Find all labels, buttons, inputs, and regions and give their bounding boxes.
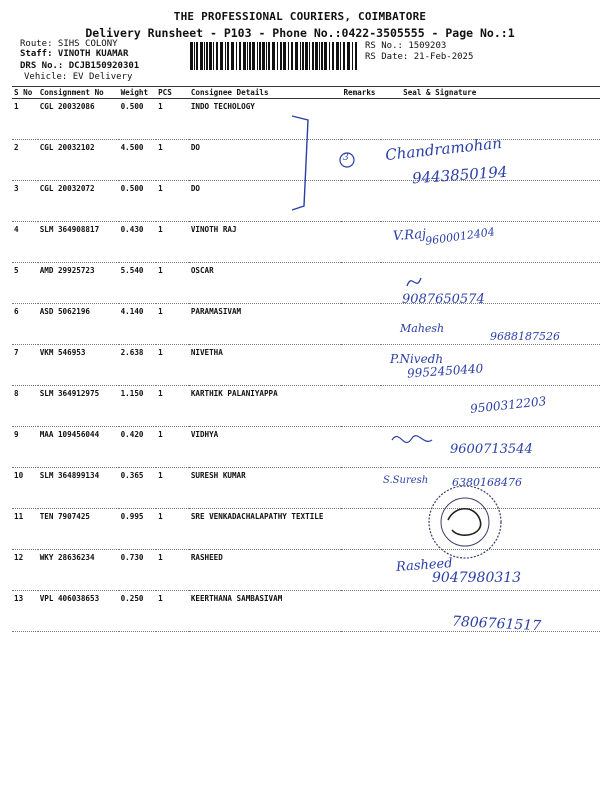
row-remarks	[341, 345, 381, 386]
row-consignee: VIDHYA	[189, 427, 342, 468]
col-header-sno: S No	[12, 87, 38, 99]
row-weight: 2.638	[119, 345, 156, 386]
row-weight: 0.420	[119, 427, 156, 468]
row-consignment-no: MAA 109456044	[38, 427, 119, 468]
row-weight: 0.250	[119, 591, 156, 632]
company-title: THE PROFESSIONAL COURIERS, COIMBATORE	[173, 10, 427, 23]
row-sno: 4	[12, 222, 38, 263]
row-pcs: 1	[156, 304, 189, 345]
table-row	[12, 181, 600, 222]
row-remarks	[341, 304, 381, 345]
row-consignee: PARAMASIVAM	[189, 304, 342, 345]
row-pcs: 1	[156, 263, 189, 304]
row-weight: 0.500	[119, 181, 156, 222]
row-sno: 6	[12, 304, 38, 345]
row-pcs: 1	[156, 181, 189, 222]
hw-phone-6: 9688187526	[490, 330, 560, 343]
row-consignment-no: CGL 20032102	[38, 140, 119, 181]
row-sno: 10	[12, 468, 38, 509]
row-remarks	[341, 222, 381, 263]
col-header-signature: Seal & Signature	[381, 87, 600, 99]
col-header-remarks: Remarks	[341, 87, 381, 99]
row-sno: 11	[12, 509, 38, 550]
rs-number: RS No.: 1509203	[365, 41, 447, 51]
row-remarks	[341, 386, 381, 427]
rs-date: RS Date: 21-Feb-2025	[365, 52, 474, 62]
row-consignment-no: SLM 364912975	[38, 386, 119, 427]
row-remarks	[341, 181, 381, 222]
row-pcs: 1	[156, 386, 189, 427]
barcode-image	[188, 40, 360, 72]
row-consignee: SURESH KUMAR	[189, 468, 342, 509]
col-header-pcs: PCS	[156, 87, 189, 99]
hw-phone-10: 6380168476	[452, 476, 522, 489]
row-sno: 3	[12, 181, 38, 222]
row-pcs: 1	[156, 427, 189, 468]
hw-phone-9: 9600713544	[450, 442, 533, 457]
row-consignee: OSCAR	[189, 263, 342, 304]
hw-signature-12: Rasheed	[395, 556, 454, 575]
col-header-consignment: Consignment No	[38, 87, 119, 99]
hw-phone-8: 9500312203	[469, 394, 547, 416]
row-sno: 5	[12, 263, 38, 304]
hw-signature-6: Mahesh	[400, 322, 445, 335]
hw-phone-13: 7806761517	[451, 613, 542, 635]
runsheet-table	[12, 86, 600, 632]
row-remarks	[341, 99, 381, 140]
row-consignment-no: AMD 29925723	[38, 263, 119, 304]
hw-phone-7: 9952450440	[406, 361, 484, 381]
row-sno: 13	[12, 591, 38, 632]
hw-phone-12: 9047980313	[432, 570, 522, 586]
row-remarks	[341, 468, 381, 509]
col-header-consignee: Consignee Details	[189, 87, 342, 99]
row-weight: 0.730	[119, 550, 156, 591]
hw-phone-5: 9087650574	[402, 292, 485, 307]
row-consignment-no: ASD 5062196	[38, 304, 119, 345]
hw-phone-1: 9443850194	[411, 162, 508, 188]
drs-number: DRS No.: DCJB150920301	[20, 61, 140, 71]
row-sno: 9	[12, 427, 38, 468]
row-consignment-no: SLM 364908817	[38, 222, 119, 263]
row-consignee: VINOTH RAJ	[189, 222, 342, 263]
row-remarks	[341, 509, 381, 550]
row-pcs: 1	[156, 345, 189, 386]
row-sno: 2	[12, 140, 38, 181]
row-weight: 4.500	[119, 140, 156, 181]
row-weight: 0.995	[119, 509, 156, 550]
row-pcs: 1	[156, 222, 189, 263]
row-pcs: 1	[156, 140, 189, 181]
row-remarks	[341, 263, 381, 304]
table-row	[12, 140, 600, 181]
row-consignee: NIVETHA	[189, 345, 342, 386]
row-weight: 5.540	[119, 263, 156, 304]
row-consignment-no: VKM 546953	[38, 345, 119, 386]
row-consignee: DO	[189, 140, 342, 181]
row-consignee: KEERTHANA SAMBASIVAM	[189, 591, 342, 632]
row-weight: 0.365	[119, 468, 156, 509]
row-weight: 0.430	[119, 222, 156, 263]
row-sno: 7	[12, 345, 38, 386]
row-consignee: INDO TECHOLOGY	[189, 99, 342, 140]
table-row	[12, 99, 600, 140]
row-signature	[381, 99, 600, 140]
table-row	[12, 263, 600, 304]
row-sno: 12	[12, 550, 38, 591]
row-pcs: 1	[156, 550, 189, 591]
table-row	[12, 345, 600, 386]
row-pcs: 1	[156, 468, 189, 509]
row-weight: 4.140	[119, 304, 156, 345]
row-remarks	[341, 550, 381, 591]
table-row	[12, 222, 600, 263]
col-header-weight: Weight	[119, 87, 156, 99]
hw-circle-note: 3	[343, 153, 349, 163]
row-consignment-no: CGL 20032072	[38, 181, 119, 222]
hw-signature-7: P.Nivedh	[390, 352, 444, 366]
row-consignee: KARTHIK PALANIYAPPA	[189, 386, 342, 427]
row-pcs: 1	[156, 591, 189, 632]
row-consignee: DO	[189, 181, 342, 222]
row-consignment-no: SLM 364899134	[38, 468, 119, 509]
row-signature	[381, 509, 600, 550]
hw-signature-4: V.Raj	[392, 226, 427, 245]
route-label: Route: SIHS COLONY	[20, 39, 118, 49]
row-weight: 1.150	[119, 386, 156, 427]
runsheet-subtitle: Delivery Runsheet - P103 - Phone No.:0422-3505555 - Page No.:1	[85, 26, 515, 40]
row-sno: 8	[12, 386, 38, 427]
row-consignment-no: VPL 406038653	[38, 591, 119, 632]
row-consignment-no: CGL 20032086	[38, 99, 119, 140]
row-pcs: 1	[156, 99, 189, 140]
row-pcs: 1	[156, 509, 189, 550]
row-consignment-no: TEN 7907425	[38, 509, 119, 550]
hw-signature-10: S.Suresh	[383, 475, 429, 486]
staff-label: Staff: VINOTH KUAMAR	[20, 49, 129, 59]
table-header-row	[12, 87, 600, 99]
row-consignee: RASHEED	[189, 550, 342, 591]
row-sno: 1	[12, 99, 38, 140]
table-row	[12, 509, 600, 550]
row-remarks	[341, 427, 381, 468]
row-consignment-no: WKY 28636234	[38, 550, 119, 591]
row-remarks	[341, 591, 381, 632]
vehicle-label: Vehicle: EV Delivery	[24, 72, 133, 82]
row-consignee: SRE VENKADACHALAPATHY TEXTILE	[189, 509, 342, 550]
hw-signature-1: Chandramohan	[384, 133, 503, 165]
row-weight: 0.500	[119, 99, 156, 140]
hw-phone-4: 9600012404	[424, 225, 496, 248]
